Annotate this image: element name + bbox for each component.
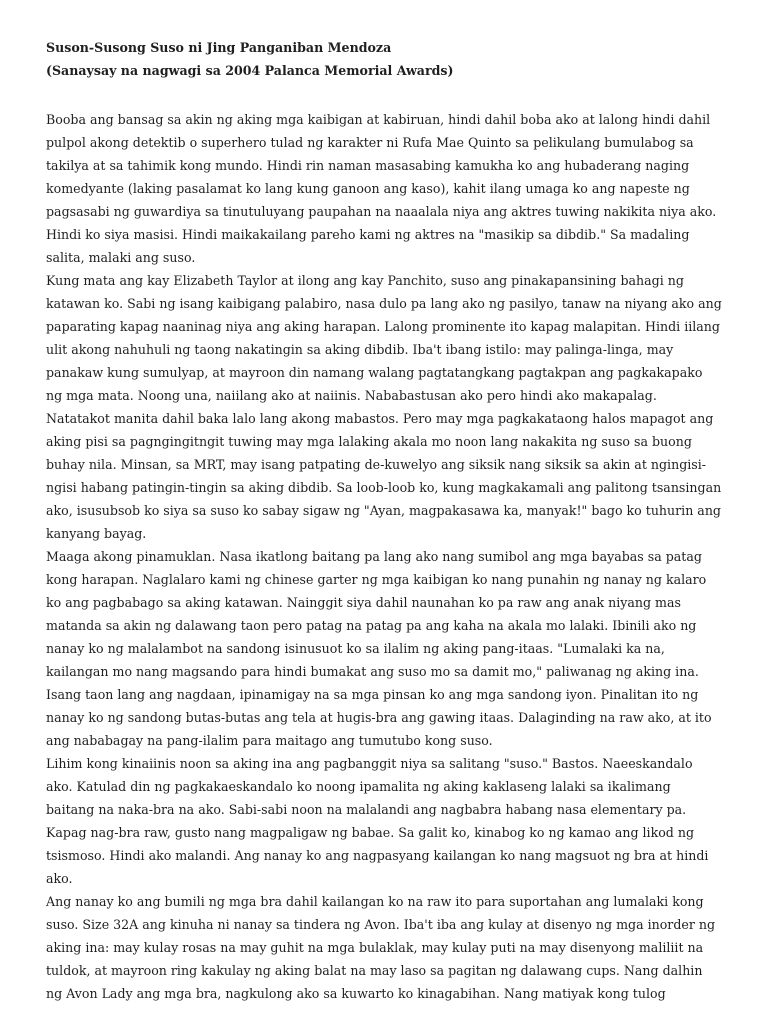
title-block	[46, 36, 722, 82]
paragraph: Lihim kong kinaiinis noon sa aking ina ang pagbanggit niya sa salitang "suso." Bastos. Naeeskandalo ako. Katulad din ng pagkakaeskandalo ko noong ipamalita ng aking kaklaseng lalaki sa ikalimang baitang na naka-bra na ako. Sabi-sabi noon na malalandi ang nagbabra habang nasa elementary pa. Kapag nag-bra raw, gusto nang magpaligaw ng babae. Sa galit ko, kinabog ko ng kamao ang likod ng tsismoso. Hindi ako malandi. Ang nanay ko ang nagpasyang kailangan ko nang magsuot ng bra at hindi ako.	[46, 756, 709, 886]
paragraph: Booba ang bansag sa akin ng aking mga kaibigan at kabiruan, hindi dahil boba ako at lalong hindi dahil pulpol akong detektib o superhero tulad ng karakter ni Rufa Mae Quinto sa pelikulang bumulabog sa takilya at sa tahimik kong mundo. Hindi rin naman masasabing kamukha ko ang hubaderang naging komedyante (laking pasalamat ko lang kung ganoon ang kaso), kahit ilang umaga ko ang napeste ng pagsasabi ng guwardiya sa tinutuluyang paupahan na naaalala niya ang aktres tuwing nakikita niya ako. Hindi ko siya masisi. Hindi maikakailang pareho kami ng aktres na "masikip sa dibdib." Sa madaling salita, malaki ang suso.	[46, 112, 717, 265]
document-page	[46, 36, 722, 1005]
paragraph: Maaga akong pinamuklan. Nasa ikatlong baitang pa lang ako nang sumibol ang mga bayabas sa patag kong harapan. Naglalaro kami ng chinese garter ng mga kaibigan ko nang punahin ng nanay ng kalaro ko ang pagbabago sa aking katawan. Nainggit siya dahil naunahan ko pa raw ang anak niyang mas matanda sa akin ng dalawang taon pero patag na patag pa ang kaha na akala mo lalaki. Ibinili ako ng nanay ko ng malalambot na sandong isinusuot ko sa ilalim ng aking pang-itaas. "Lumalaki ka na, kailangan mo nang magsando para hindi bumakat ang suso mo sa damit mo," paliwanag ng aking ina. Isang taon lang ang nagdaan, ipinamigay na sa mga pinsan ko ang mga sandong iyon. Pinalitan ito ng nanay ko ng sandong butas-butas ang tela at hugis-bra ang gawing itaas. Dalaginding na raw ako, at ito ang nababagay na pang-ilalim para maitago ang tumutubo kong suso.	[46, 549, 712, 748]
paragraph: Kung mata ang kay Elizabeth Taylor at ilong ang kay Panchito, suso ang pinakapansining bahagi ng katawan ko. Sabi ng isang kaibigang palabiro, nasa dulo pa lang ako ng pasilyo, tanaw na niyang ako ang paparating kapag naaninag niya ang aking harapan. Lalong prominente ito kapag malapitan. Hindi iilang ulit akong nahuhuli ng taong nakatingin sa aking dibdib. Iba't ibang istilo: may palinga-linga, may panakaw kung sumulyap, at mayroon din namang walang pagtatangkang pagtakpan ang pagkakapako ng mga mata. Noong una, naiilang ako at naiinis. Nababastusan ako pero hindi ako makapalag. Natatakot manita dahil baka lalo lang akong mabastos. Pero may mga pagkakataong halos mapagot ang aking pisi sa pagngingitngit tuwing may mga lalaking akala mo noon lang nakakita ng suso sa buong buhay nila. Minsan, sa MRT, may isang patpating de-kuwelyo ang siksik nang siksik sa akin at ngingisi-ngisi habang patingin-tingin sa aking dibdib. Sa loob-loob ko, kung magkakamali ang palitong tsansingan ako, isusubsob ko siya sa suso ko sabay sigaw ng "Ayan, magpakasawa ka, manyak!" bago ko tuhurin ang kanyang bayag.	[46, 273, 722, 541]
essay-title: Suson-Susong Suso ni Jing Panganiban Mendoza	[46, 40, 392, 55]
essay-subtitle: (Sanaysay na nagwagi sa 2004 Palanca Memorial Awards)	[46, 63, 454, 78]
paragraph: Ang nanay ko ang bumili ng mga bra dahil kailangan ko na raw ito para suportahan ang lumalaki kong suso. Size 32A ang kinuha ni nanay sa tindera ng Avon. Iba't iba ang kulay at disenyo ng mga inorder ng aking ina: may kulay rosas na may guhit na mga bulaklak, may kulay puti na may disenyong maliliit na tuldok, at mayroon ring kakulay ng aking balat na may laso sa pagitan ng dalawang cups. Nang dalhin ng Avon Lady ang mga bra, nagkulong ako sa kuwarto ko kinagabihan. Nang matiyak kong tulog	[46, 894, 716, 1001]
